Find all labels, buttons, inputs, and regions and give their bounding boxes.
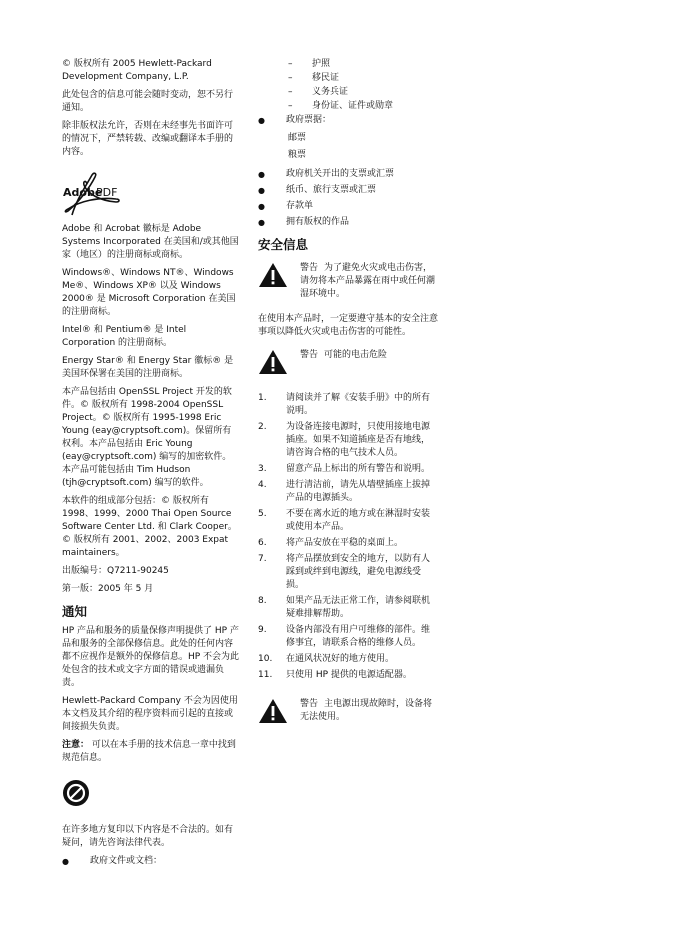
- list-item-text: 只使用 HP 提供的电源适配器。: [286, 670, 412, 680]
- paragraph: 在许多地方复印以下内容是不合法的。如有疑问，请先咨询法律代表。: [62, 825, 234, 848]
- paragraph: Hewlett-Packard Company 不会为因使用本文档及其介绍的程序资料而引起的直接或间接损失负责。: [62, 696, 238, 732]
- paragraph: HP 产品和服务的质量保修声明提供了 HP 产品和服务的全部保修信息。此处的任何内容都不应视作是额外的保修信息。HP 不会为此处包含的技术或文字方面的错误或遗漏负责。: [62, 626, 240, 688]
- bullet-icon: ●: [258, 218, 265, 227]
- right-column: [258, 58, 438, 741]
- paragraph: Energy Star® 和 Energy Star 徽标® 是美国环保署在美国的注册商标。: [62, 356, 234, 379]
- list-item: 1. 请阅读并了解《安装手册》中的所有说明。: [258, 392, 438, 418]
- warning-label: 警告: [300, 350, 319, 360]
- list-item-text: 纸币、旅行支票或汇票: [286, 185, 377, 195]
- list-item-text: 请阅读并了解《安装手册》中的所有说明。: [286, 393, 431, 416]
- list-item: [258, 184, 438, 197]
- list-item: – 义务兵证: [288, 87, 349, 97]
- list-item: [258, 200, 438, 213]
- paragraph: 在使用本产品时，一定要遵守基本的安全注意事项以降低火灾或电击伤害的可能性。: [258, 314, 439, 337]
- list-item: 4. 进行清洁前，请先从墙壁插座上拔掉产品的电源插头。: [258, 479, 438, 505]
- paragraph: Adobe 和 Acrobat 徽标是 Adobe Systems Incorporated 在美国和/或其他国家（地区）的注册商标或商标。: [62, 224, 239, 260]
- sub-list: [258, 132, 438, 162]
- list-item: – 身份证、证件或勋章: [288, 101, 394, 111]
- list-item-text: 拥有版权的作品: [286, 217, 350, 227]
- bullet-icon: ●: [258, 186, 265, 195]
- list-item-text: 义务兵证: [312, 87, 349, 97]
- safety-list: [258, 392, 438, 682]
- list-item: [258, 216, 438, 229]
- paragraph: Windows®、Windows NT®、Windows Me®、Windows XP® 以及 Windows 2000® 是 Microsoft Corporation 在美国的注册商标。: [62, 268, 236, 317]
- svg-text:PDF: PDF: [96, 186, 118, 199]
- list-item-text: 政府票据：: [286, 115, 332, 125]
- warning-icon: [258, 262, 300, 293]
- sub-item: 邮票: [288, 133, 307, 143]
- note-text: 可以在本手册的技术信息一章中找到规范信息。: [62, 740, 236, 763]
- list-item: 2. 为设备连接电源时，只使用接地电源插座。如果不知道插座是否有地线，请咨询合格的电气技术人员。: [258, 421, 438, 460]
- list-item-text: 护照: [312, 59, 331, 69]
- bullet-icon: ●: [258, 202, 265, 211]
- warning-label: 警告: [300, 263, 319, 273]
- bullet-icon: ●: [62, 857, 69, 866]
- list-item-text: 政府机关开出的支票或汇票: [286, 169, 395, 179]
- paragraph: 除非版权法允许，否则在未经事先书面许可的情况下，严禁转载、改编或翻译本手册的内容。: [62, 121, 234, 157]
- svg-text:Adobe: Adobe: [63, 186, 103, 199]
- list-item-text: 将产品摆放到安全的地方，以防有人踩到或绊到电源线，避免电源线受损。: [286, 554, 431, 590]
- warning-icon: [258, 349, 300, 380]
- list-item: [258, 168, 438, 181]
- list-item: [62, 855, 240, 868]
- list-item: 8. 如果产品无法正常工作，请参阅联机疑难排解帮助。: [258, 595, 438, 621]
- list-item-text: 在通风状况好的地方使用。: [286, 654, 395, 664]
- copyright-text: © 版权所有 2005 Hewlett-Packard Development Company, L.P.: [62, 59, 212, 82]
- left-column: [62, 58, 240, 871]
- list-item-text: 如果产品无法正常工作，请参阅联机疑难排解帮助。: [286, 596, 431, 619]
- adobe-pdf-logo: [62, 171, 240, 215]
- list-item-text: 设备内部没有用户可维修的部件。维修事宜，请联系合格的维修人员。: [286, 625, 431, 648]
- sub-item: 粮票: [288, 150, 307, 160]
- list-item: 6. 将产品安放在平稳的桌面上。: [258, 538, 404, 548]
- list-item-text: 将产品安放在平稳的桌面上。: [286, 538, 404, 548]
- warning-label: 警告: [300, 699, 319, 709]
- edition: 第一版：2005 年 5 月: [62, 584, 154, 594]
- bullet-icon: ●: [258, 170, 265, 179]
- list-item: – 移民证: [288, 73, 340, 83]
- prohibited-icon: [62, 779, 240, 812]
- list-item: 5. 不要在离水近的地方或在淋湿时安装或使用本产品。: [258, 508, 438, 534]
- warning-icon: [258, 698, 300, 729]
- bullet-icon: ●: [258, 116, 265, 125]
- list-item: 10. 在通风状况好的地方使用。: [258, 654, 395, 664]
- notice-heading: 通知: [62, 604, 88, 619]
- note-paragraph: [62, 739, 240, 765]
- warning-text: 主电源出现故障时，设备将无法使用。: [300, 699, 433, 722]
- warning-block: [258, 262, 438, 301]
- paragraph: 本产品包括由 OpenSSL Project 开发的软件。© 版权所有 1998-2004 OpenSSL Project。© 版权所有 1995-1998 Eric Young (eay@cryptsoft.com)。保留所有权利。本产品包括由 Eric Young (eay@cryptsoft.com) 编写的加密软件。本产品可能包括由 Tim Hudson (tjh@cryptsoft.com) 编写的软件。: [62, 387, 232, 488]
- list-item: 7. 将产品摆放到安全的地方，以防有人踩到或绊到电源线，避免电源线受损。: [258, 553, 438, 592]
- list-item-text: 身份证、证件或勋章: [312, 101, 394, 111]
- list-item-text: 为设备连接电源时，只使用接地电源插座。如果不知道插座是否有地线，请咨询合格的电气技术人员。: [286, 422, 431, 458]
- list-item-text: 留意产品上标出的所有警告和说明。: [286, 464, 431, 474]
- list-item-text: 存款单: [286, 201, 314, 211]
- list-item: – 护照: [288, 59, 331, 69]
- list-item-text: 移民证: [312, 73, 340, 83]
- note-label: 注意：: [62, 740, 90, 750]
- list-item-text: 不要在离水近的地方或在淋湿时安装或使用本产品。: [286, 509, 431, 532]
- list-item: 11. 只使用 HP 提供的电源适配器。: [258, 670, 412, 680]
- list-item: 9. 设备内部没有用户可维修的部件。维修事宜，请联系合格的维修人员。: [258, 624, 438, 650]
- paragraph: 此处包含的信息可能会随时变动，恕不另行通知。: [62, 90, 234, 113]
- warning-text: 为了避免火灾或电击伤害，请勿将本产品暴露在雨中或任何潮湿环境中。: [300, 263, 436, 299]
- list-item-text: 政府文件或文档：: [90, 856, 163, 866]
- publication-number: 出版编号：Q7211-90245: [62, 566, 169, 576]
- paragraph: 本软件的组成部分包括：© 版权所有 1998、1999、2000 Thai Open Source Software Center Ltd. 和 Clark Cooper。© 版权所有 2001、2002、2003 Expat maintainers。: [62, 496, 237, 558]
- list-item-text: 进行清洁前，请先从墙壁插座上拔掉产品的电源插头。: [286, 480, 431, 503]
- paragraph: Intel® 和 Pentium® 是 Intel Corporation 的注册商标。: [62, 325, 187, 348]
- list-item: 3. 留意产品上标出的所有警告和说明。: [258, 464, 431, 474]
- list-item: [258, 114, 438, 127]
- safety-heading: 安全信息: [258, 237, 309, 252]
- warning-block: [258, 698, 438, 729]
- warning-block: [258, 349, 438, 380]
- warning-text: 可能的电击危险: [324, 350, 388, 360]
